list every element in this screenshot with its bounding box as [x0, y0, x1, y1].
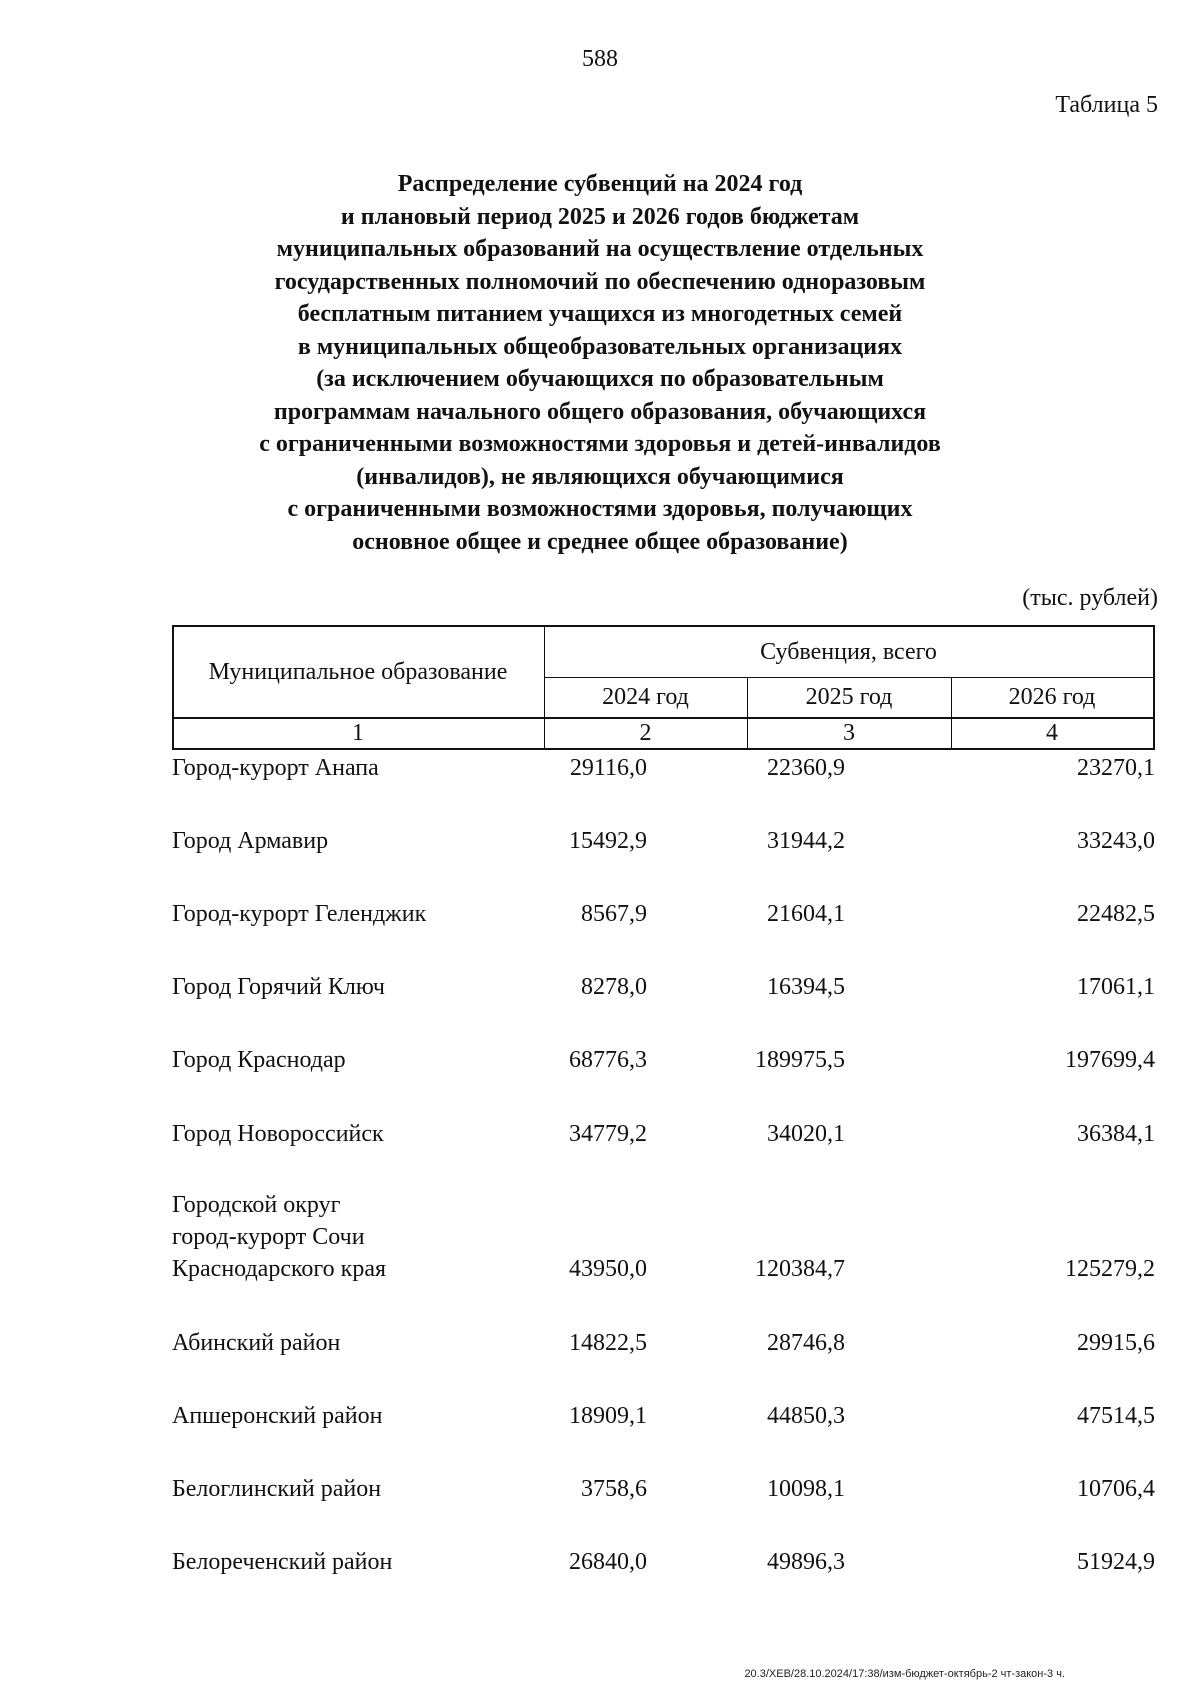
table-row	[172, 1546, 1155, 1578]
title-line: с ограниченными возможностями здоровья и детей-инвалидов	[259, 431, 941, 457]
value-2026: 10706,4	[1077, 1476, 1155, 1502]
value-2024: 8278,0	[581, 974, 647, 1000]
municipality-name: Город Армавир	[172, 828, 329, 854]
title-line: бесплатным питанием учащихся из многодетных семей	[297, 301, 903, 327]
title-line: с ограниченными возможностями здоровья, получающих	[287, 496, 913, 522]
value-2025: 22360,9	[767, 755, 845, 781]
value-2025: 10098,1	[767, 1476, 845, 1502]
table-row	[172, 971, 1155, 1003]
value-2026: 29915,6	[1077, 1330, 1155, 1356]
value-2026: 23270,1	[1077, 755, 1155, 781]
municipality-name: Белореченский район	[172, 1549, 393, 1575]
value-2026: 17061,1	[1077, 974, 1155, 1000]
column-number: 2	[639, 720, 652, 746]
column-number: 3	[843, 720, 855, 746]
value-2024: 26840,0	[569, 1549, 647, 1575]
value-2024: 29116,0	[569, 755, 647, 781]
table-row	[172, 825, 1155, 857]
municipality-name: Город Краснодар	[172, 1047, 346, 1073]
value-2025: 189975,5	[755, 1047, 845, 1073]
table-header	[172, 625, 1155, 750]
table-row	[172, 1327, 1155, 1359]
municipality-name: Абинский район	[172, 1330, 341, 1356]
title-line: муниципальных образований на осуществление отдельных	[276, 236, 924, 262]
table-row	[172, 752, 1155, 784]
header-bottom-border	[172, 748, 1155, 750]
title-line: (инвалидов), не являющихся обучающимися	[356, 463, 844, 490]
municipality-name: Город Горячий Ключ	[172, 974, 385, 1000]
value-2025: 31944,2	[767, 828, 845, 854]
table-row	[172, 898, 1155, 930]
value-2024: 18909,1	[569, 1403, 647, 1429]
municipality-name: Город Новороссийск	[172, 1121, 384, 1147]
title-line: программам начального общего образования, обучающихся	[273, 398, 927, 425]
municipality-name	[172, 1189, 502, 1285]
table-label: Таблица 5	[1055, 92, 1158, 118]
header-subvention-total: Субвенция, всего	[760, 638, 937, 665]
title-line: и плановый период 2025 и 2026 годов бюджетам	[340, 203, 860, 230]
units-note: (тыс. рублей)	[1022, 585, 1158, 611]
column-number: 1	[352, 720, 364, 746]
value-2026: 36384,1	[1077, 1121, 1155, 1147]
value-2025: 16394,5	[767, 974, 845, 1000]
municipality-name-line: город-курорт Сочи	[172, 1224, 365, 1250]
value-2026: 47514,5	[1077, 1403, 1155, 1429]
document-title	[150, 168, 1050, 558]
municipality-name-line: Краснодарского края	[172, 1256, 387, 1282]
value-2026: 51924,9	[1077, 1549, 1155, 1575]
table-row	[172, 1189, 1155, 1285]
column-number: 4	[1046, 720, 1058, 746]
value-2026: 197699,4	[1065, 1047, 1155, 1073]
value-2026: 22482,5	[1077, 901, 1155, 927]
value-2025: 120384,7	[755, 1256, 845, 1282]
page-number: 588	[582, 46, 618, 72]
table-row	[172, 1400, 1155, 1432]
value-2024: 8567,9	[581, 901, 647, 927]
header-municipality: Муниципальное образование	[208, 658, 508, 685]
header-year-2026: 2026 год	[1008, 684, 1096, 710]
value-2025: 49896,3	[767, 1549, 845, 1575]
value-2024: 14822,5	[569, 1330, 647, 1356]
value-2026: 125279,2	[1065, 1256, 1155, 1282]
value-2024: 3758,6	[581, 1476, 647, 1502]
value-2025: 34020,1	[767, 1121, 845, 1147]
title-line: Распределение субвенций на 2024 год	[397, 171, 803, 197]
value-2024: 43950,0	[569, 1256, 647, 1282]
municipality-name: Апшеронский район	[172, 1403, 383, 1429]
header-right-border	[1153, 625, 1155, 750]
municipality-name: Город-курорт Анапа	[172, 755, 379, 781]
header-year-2024: 2024 год	[602, 684, 689, 710]
table-row	[172, 1473, 1155, 1505]
title-line: государственных полномочий по обеспечению одноразовым	[274, 268, 926, 295]
title-line: (за исключением обучающихся по образовательным	[316, 366, 884, 392]
value-2025: 44850,3	[767, 1403, 845, 1429]
value-2026: 33243,0	[1077, 828, 1155, 854]
municipality-name-line: Городской округ	[172, 1192, 341, 1218]
municipality-name: Белоглинский район	[172, 1476, 382, 1502]
title-line: основное общее и среднее общее образование)	[352, 528, 848, 555]
table-row	[172, 1044, 1155, 1076]
value-2025: 28746,8	[767, 1330, 845, 1356]
municipality-name: Город-курорт Геленджик	[172, 901, 427, 927]
value-2024: 68776,3	[569, 1047, 647, 1073]
value-2024: 34779,2	[569, 1121, 647, 1147]
value-2024: 15492,9	[569, 828, 647, 854]
value-2025: 21604,1	[767, 901, 845, 927]
table-row	[172, 1118, 1155, 1150]
title-line: в муниципальных общеобразовательных организациях	[297, 333, 903, 360]
document-footer: 20.3/ХЕВ/28.10.2024/17:38/изм-бюджет-октябрь-2 чт-закон-3 ч.	[744, 1668, 1065, 1680]
header-year-2025: 2025 год	[805, 684, 893, 710]
